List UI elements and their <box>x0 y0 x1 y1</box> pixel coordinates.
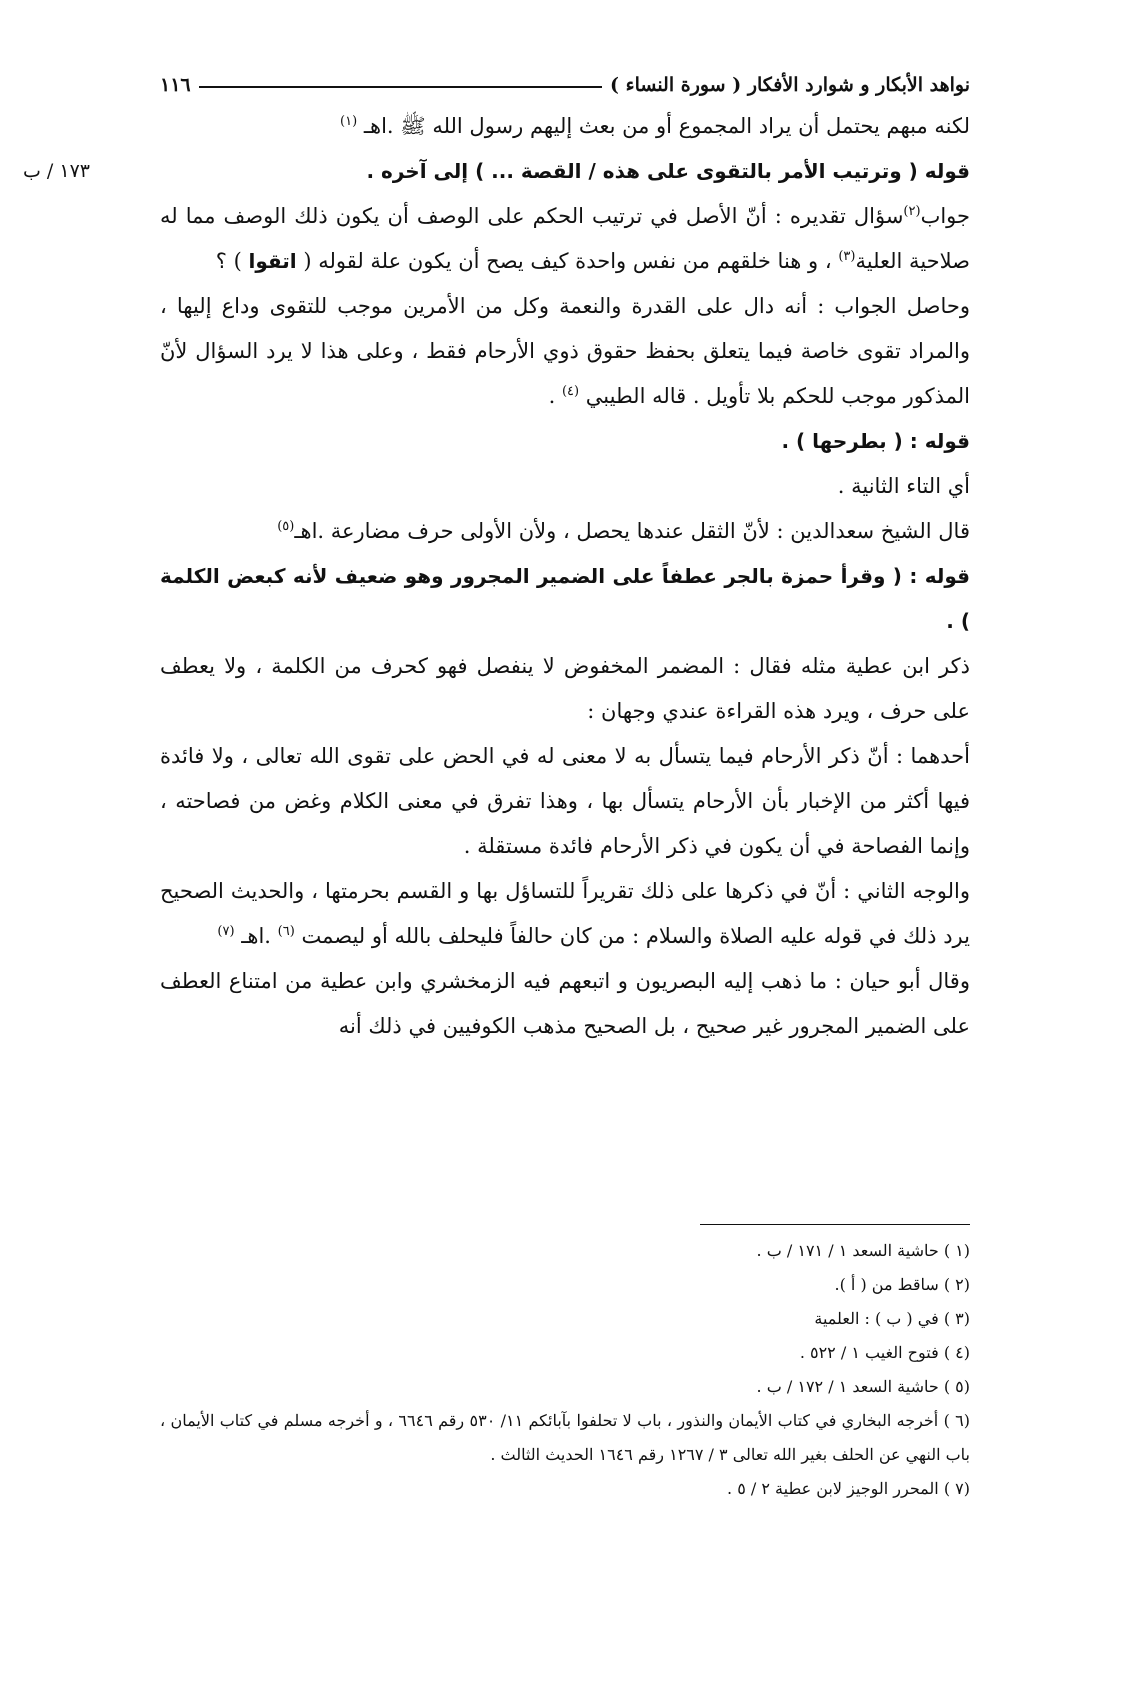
paragraph-5: قال الشيخ سعدالدين : لأنّ الثقل عندها يحصل ، ولأن الأولى حرف مضارعة .اهـ$^{(٥)}$ <box>277 519 970 543</box>
footnote-ref-5[interactable]: (٥) <box>277 519 295 534</box>
footnotes <box>160 1234 970 1506</box>
footnote-1: (١ ) حاشية السعد ١ / ١٧١ / ب . <box>756 1241 970 1260</box>
page-number: ١١٦ <box>160 74 191 96</box>
paragraph-6: ذكر ابن عطية مثله فقال : المضمر المخفوض لا ينفصل فهو كحرف من الكلمة ، ولا يعطف على حرف ، ويرد هذه القراءة عندي وجهان : <box>160 654 970 723</box>
paragraph-8: والوجه الثاني : أنّ في ذكرها على ذلك تقريراً للتساؤل بها و القسم بحرمتها ، والحديث الصحيح يرد ذلك في قوله عليه الصلاة والسلام : من كان حالفاً فليحلف بالله أو ليصمت $^{(٦)}$ .اهـ $^{(٧)}$ <box>160 879 970 948</box>
footnote-5: (٥ ) حاشية السعد ١ / ١٧٢ / ب . <box>756 1377 970 1396</box>
footnote-ref-3[interactable]: (٣) <box>838 249 856 264</box>
footnote-ref-2[interactable]: (٢) <box>903 204 921 219</box>
paragraph-1: لكنه مبهم يحتمل أن يراد المجموع أو من بعث إليهم رسول الله ﷺ .اهـ $^{(١)}$ <box>340 114 970 138</box>
footnote-6: (٦ ) أخرجه البخاري في كتاب الأيمان والنذور ، باب لا تحلفوا بآبائكم ١١/ ٥٣٠ رقم ٦٦٤٦ ، و أخرجه مسلم في كتاب الأيمان ، باب النهي عن الحلف بغير الله تعالى ٣ / ١٢٦٧ رقم ١٦٤٦ الحديث الثالث . <box>160 1411 971 1464</box>
footnote-ref-4[interactable]: (٤) <box>561 384 580 399</box>
paragraph-7: أحدهما : أنّ ذكر الأرحام فيما يتسأل به لا معنى له في الحض على تقوى الله تعالى ، ولا فائدة فيها أكثر من الإخبار بأن الأرحام يتسأل بها ، وهذا تفرق في معنى الكلام وغض من فصاحته ، وإنما الفصاحة في أن يكون في ذكر الأرحام فائدة مستقلة . <box>160 744 970 858</box>
footnote-ref-1[interactable]: (١) <box>340 114 358 129</box>
main-text <box>160 104 970 1049</box>
footnote-4: (٤ ) فتوح الغيب ١ / ٥٢٢ . <box>799 1343 970 1362</box>
footnote-ref-6[interactable]: (٦) <box>277 924 295 939</box>
heading-1: قوله ( وترتيب الأمر بالتقوى على هذه / القصة ... ) إلى آخره . <box>366 159 970 183</box>
footnote-3: (٣ ) في ( ب ) : العلمية <box>814 1309 970 1328</box>
paragraph-9: وقال أبو حيان : ما ذهب إليه البصريون و اتبعهم فيه الزمخشري وابن عطية من امتناع العطف على الضمير المجرور غير صحيح ، بل الصحيح مذهب الكوفيين في ذلك أنه <box>160 969 970 1038</box>
footnote-2: (٢ ) ساقط من ( أ ). <box>834 1275 970 1294</box>
footnote-ref-7[interactable]: (٧) <box>217 924 235 939</box>
heading-3: قوله : ( وقرأ حمزة بالجر عطفاً على الضمير المجرور وهو ضعيف لأنه كبعض الكلمة ) . <box>160 564 970 633</box>
margin-folio-reference: ١٧٣ / ب <box>23 160 90 182</box>
heading-2: قوله : ( بطرحها ) . <box>781 429 970 453</box>
running-header <box>160 62 970 96</box>
paragraph-3: وحاصل الجواب : أنه دال على القدرة والنعمة وكل من الأمرين موجب للتقوى وداع إليها ، والمراد تقوى خاصة فيما يتعلق بحفظ حقوق ذوي الأرحام فقط ، وعلى هذا لا يرد السؤال لأنّ المذكور موجب للحكم بلا تأويل . قاله الطيبي $^{(٤)}$ . <box>160 294 970 408</box>
quoted-word: اتقوا <box>248 249 297 273</box>
footnote-separator <box>700 1224 970 1225</box>
paragraph-2: جواب$^{(٢)}$سؤال تقديره : أنّ الأصل في ترتيب الحكم على الوصف أن يكون ذلك الوصف مما له صلاحية العلية$^{(٣)}$ ، و هنا خلقهم من نفس واحدة كيف يصح أن يكون علة لقوله ( اتقوا ) ؟ <box>160 204 970 273</box>
footnote-7: (٧ ) المحرر الوجيز لابن عطية ٢ / ٥ . <box>727 1479 970 1498</box>
header-rule <box>199 86 602 88</box>
paragraph-4: أي التاء الثانية . <box>837 474 970 498</box>
header-title: نواهد الأبكار و شوارد الأفكار ( سورة النساء ) <box>610 74 970 96</box>
